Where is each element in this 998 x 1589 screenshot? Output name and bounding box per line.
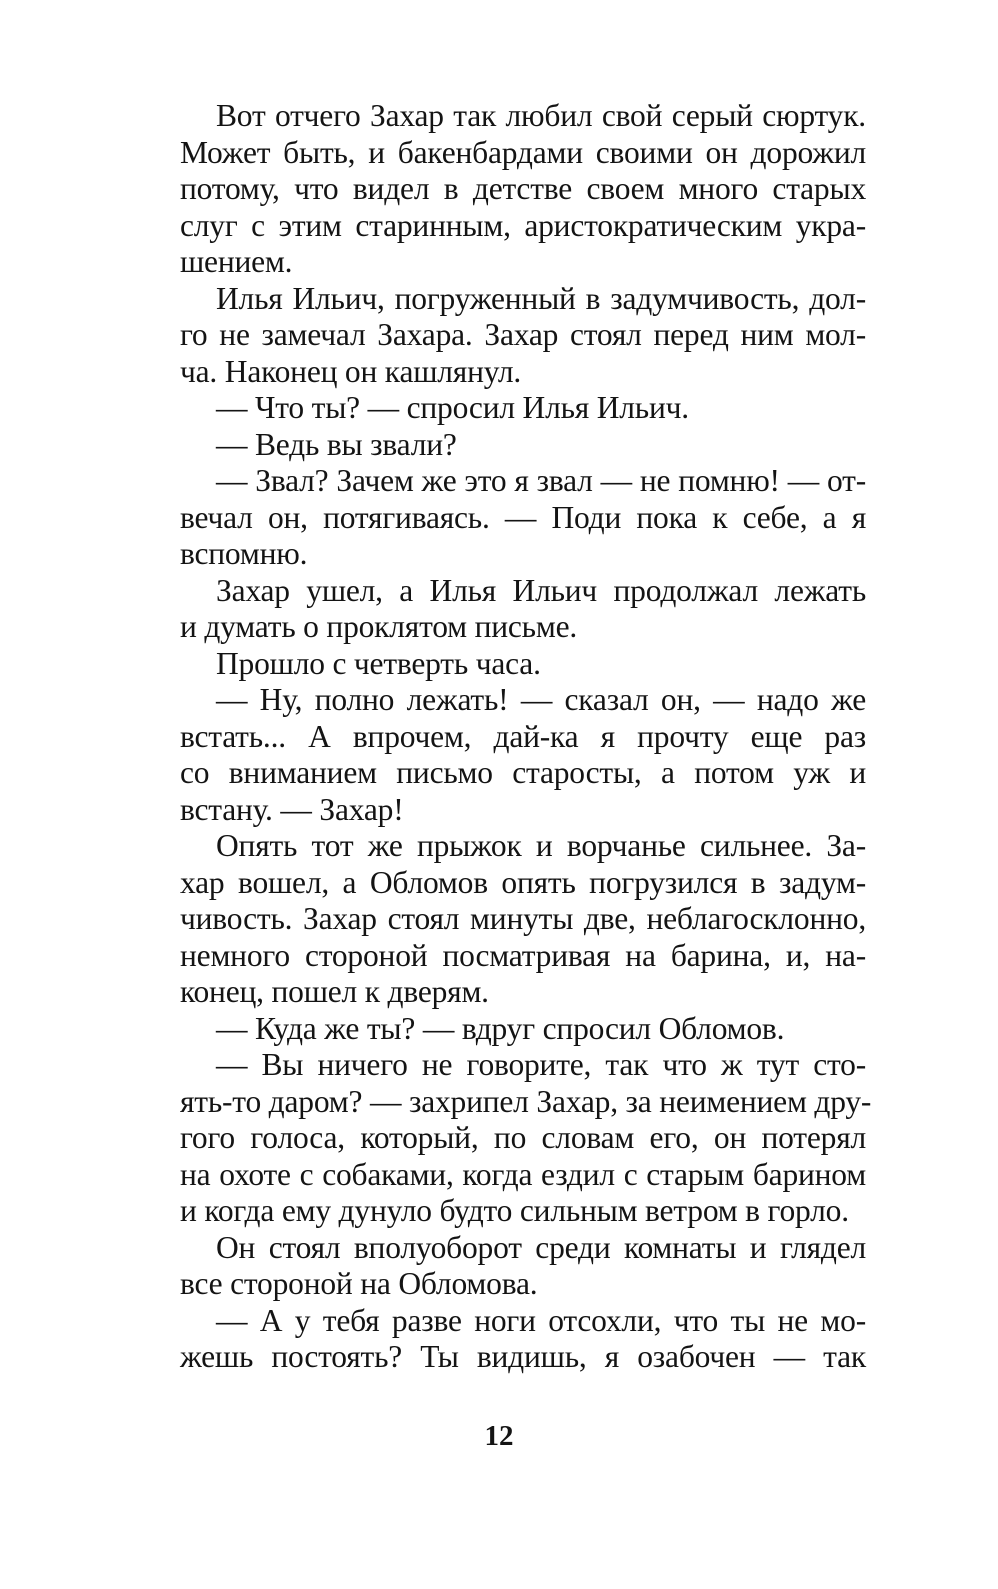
text-line: — А у тебя разве ноги отсохли, что ты не мо- [216,1302,866,1338]
text-line: Может быть, и бакенбардами своими он дорожил [180,134,866,170]
text-line: Он стоял вполуоборот среди комнаты и глядел [216,1229,866,1265]
text-line: хар вошел, а Обломов опять погрузился в задум- [180,864,866,900]
text-line: го не замечал Захара. Захар стоял перед ним мол- [180,317,866,352]
text-line: — Что ты? — спросил Илья Ильич. [216,390,689,425]
text-line: потому, что видел в детстве своем много старых [180,171,866,206]
text-line: — Ведь вы звали? [216,426,457,462]
text-line: вспомню. [180,536,308,571]
text-line: Илья Ильич, погруженный в задумчивость, дол- [216,280,866,316]
text-line: встану. — Захар! [180,791,404,827]
text-line: ять-то даром? — захрипел Захар, за неимением дру- [180,1083,872,1119]
page-number: 12 [484,1420,514,1452]
text-line: — Ну, полно лежать! — сказал он, — надо же [216,682,866,717]
text-line: Вот отчего Захар так любил свой серый сюртук. [216,98,866,133]
text-line: все стороной на Обломова. [180,1266,538,1301]
text-line: гого голоса, который, по словам его, он потерял [180,1120,866,1155]
text-line: конец, пошел к дверям. [180,974,489,1009]
text-line: чивость. Захар стоял минуты две, неблагосклонно, [180,901,866,936]
text-line: со вниманием письмо старосты, а потом уж и [180,755,866,790]
body-text [180,98,872,1376]
text-line: Опять тот же прыжок и ворчанье сильнее. За- [216,828,866,863]
text-line: Прошло с четверть часа. [216,645,541,681]
text-line: жешь постоять? Ты видишь, я озабочен — так [180,1339,866,1374]
text-line: — Звал? Зачем же это я звал — не помню! — от- [216,463,866,498]
text-line: шением. [180,244,293,279]
text-line: встать... А впрочем, дай-ка я прочту еще раз [180,718,866,754]
text-line: немного стороной посматривая на барина, и, на- [180,937,866,973]
text-line: ча. Наконец он кашлянул. [180,353,522,389]
text-line: и когда ему дунуло будто сильным ветром в горло. [180,1193,849,1228]
text-line: на охоте с собаками, когда ездил с старым барином [180,1156,866,1192]
text-line: Захар ушел, а Илья Ильич продолжал лежать [216,572,866,608]
text-line: — Куда же ты? — вдруг спросил Обломов. [216,1010,785,1046]
text-line: — Вы ничего не говорите, так что ж тут сто- [216,1047,866,1082]
text-line: слуг с этим старинным, аристократическим укра- [180,207,866,243]
text-line: и думать о проклятом письме. [180,609,578,644]
text-line: вечал он, потягиваясь. — Поди пока к себе, а я [180,499,866,535]
